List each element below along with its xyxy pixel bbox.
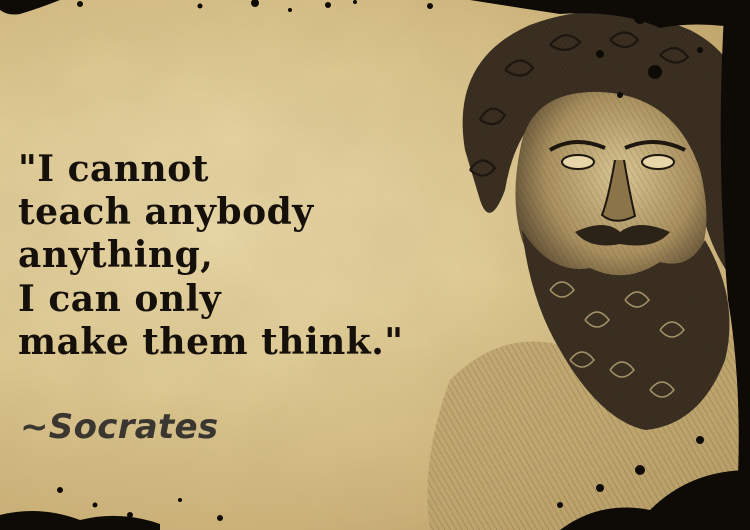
quote-line-3: anything, — [18, 234, 214, 277]
quote-line-5: make them think." — [18, 320, 404, 363]
quote-line-2: teach anybody — [18, 191, 314, 234]
quote-line-1: "I cannot — [18, 148, 209, 190]
quote-text — [18, 148, 518, 364]
quote-author: ~Socrates — [20, 407, 219, 447]
quote-line-4: I can only — [18, 277, 222, 320]
